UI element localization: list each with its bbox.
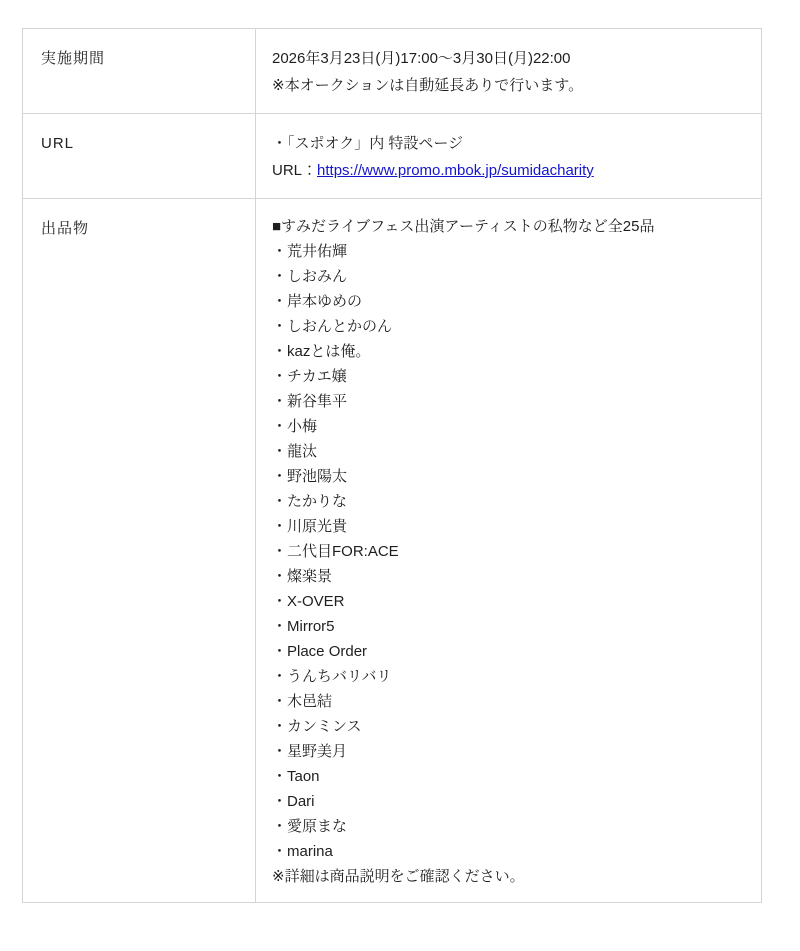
exhibit-list-item: ・カンミンス [272,718,362,735]
url-prefix-text: URL： [272,162,318,179]
special-page-link[interactable]: https://www.promo.mbok.jp/sumidacharity [317,162,594,179]
exhibit-list-item: ・しおみん [272,268,348,285]
exhibit-list-item: ・X-OVER [272,593,345,610]
exhibit-list-item: ・チカエ嬢 [272,368,347,385]
exhibit-list-item: ・Mirror5 [272,618,335,635]
exhibits-note-text: ※詳細は商品説明をご確認ください。 [272,868,525,885]
exhibits-row-label: 出品物 [23,199,256,903]
exhibit-list-item: ・Dari [272,793,315,810]
table-row-exhibits [23,199,762,903]
exhibits-row-value [256,199,762,903]
exhibit-list-item: ・marina [272,843,333,860]
url-line [272,157,747,184]
auction-info-section [22,28,762,903]
exhibit-list-item: ・木邑結 [272,693,333,710]
period-row-label: 実施期間 [23,29,256,114]
table-row-url [23,114,762,199]
exhibit-list-item: ・愛原まな [272,818,348,835]
period-row-value [256,29,762,114]
period-note-text: ※本オークションは自動延長ありで行います。 [272,77,584,94]
special-page-text: ・「スポオク」内 特設ページ [272,135,464,152]
exhibit-list-item: ・しおんとかのん [272,318,393,335]
auction-info-table [22,28,762,903]
exhibit-list-item: ・二代目FOR:ACE [272,543,399,560]
exhibit-list-item: ・kazとは俺。 [272,343,371,360]
url-row-label: URL [23,114,256,199]
exhibit-list-item: ・小梅 [272,418,318,435]
exhibit-list-item: ・うんちバリバリ [272,668,392,685]
exhibit-list-item: ・川原光貴 [272,518,348,535]
url-row-value [256,114,762,199]
exhibit-list-item: ・野池陽太 [272,468,348,485]
period-dates-text: 2026年3月23日(月)17:00〜3月30日(月)22:00 [272,50,571,67]
exhibit-list-item: ・龍汰 [272,443,318,460]
exhibit-list-item: ・Place Order [272,643,368,660]
exhibits-heading-text: ■すみだライブフェス出演アーティストの私物など全25品 [272,218,655,235]
exhibit-list-item: ・新谷隼平 [272,393,348,410]
exhibit-list-item: ・荒井佑輝 [272,243,348,260]
table-row-period [23,29,762,114]
exhibits-item-list [272,239,747,864]
exhibit-list-item: ・たかりな [272,493,348,510]
exhibit-list-item: ・Taon [272,768,320,785]
exhibit-list-item: ・星野美月 [272,743,348,760]
exhibit-list-item: ・燦楽景 [272,568,333,585]
exhibit-list-item: ・岸本ゆめの [272,293,363,310]
